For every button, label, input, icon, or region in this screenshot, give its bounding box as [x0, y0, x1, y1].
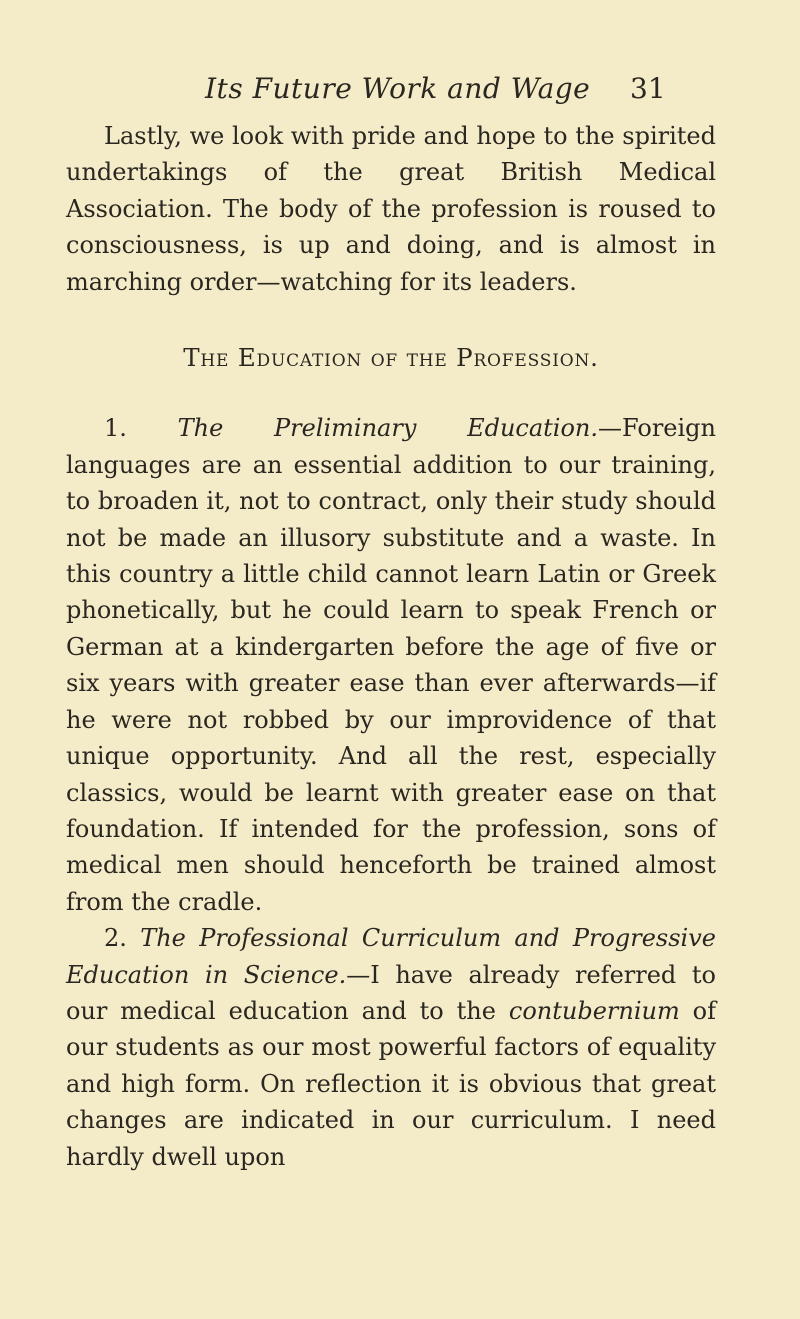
item-1-title: The Preliminary Education.: [177, 414, 599, 443]
page-body: [66, 118, 716, 1175]
item-1-number: 1.: [104, 414, 127, 443]
item-2-number: 2.: [104, 924, 127, 953]
item-2-title: The Professional Curriculum and Progressive Education in Science.: [66, 924, 716, 989]
intro-paragraph: Lastly, we look with pride and hope to the spirited undertakings of the great British Medical Association. The body of the profession is roused to consciousness, is up and doing, and is almost in marching order—watching for its leaders.: [66, 122, 716, 296]
section-heading-text: The Education of the Profession.: [183, 343, 599, 373]
section-heading: [66, 340, 716, 376]
item-1-paragraph: [66, 410, 716, 920]
item-2-text-after: of our students as our most powerful factors of equality and high form. On reflection it is obvious that great changes are indicated in our curriculum. I need hardly dwell upon: [66, 996, 716, 1171]
item-1-text: —Foreign languages are an essential addition to our training, to broaden it, not to contract, only their study should not be made an illusory substitute and a waste. In this country a little child cannot learn Latin or Greek phonetically, but he could learn to speak French or German at a kindergarten before the age of five or six years with greater ease than ever afterwards—if he were not robbed by our improvidence of that unique opportunity. And all the rest, especially classics, would be learnt with greater ease on that foundation. If intended for the profession, sons of medical men should henceforth be trained almost from the cradle.: [66, 414, 716, 916]
page-number: 31: [630, 72, 666, 105]
item-2-italic-word: contubernium: [508, 996, 680, 1025]
item-2-paragraph: [66, 920, 716, 1175]
item-2-text-before: —I have already referred to our medical education and to the: [66, 960, 717, 1025]
running-head-title: Its Future Work and Wage: [205, 72, 591, 105]
